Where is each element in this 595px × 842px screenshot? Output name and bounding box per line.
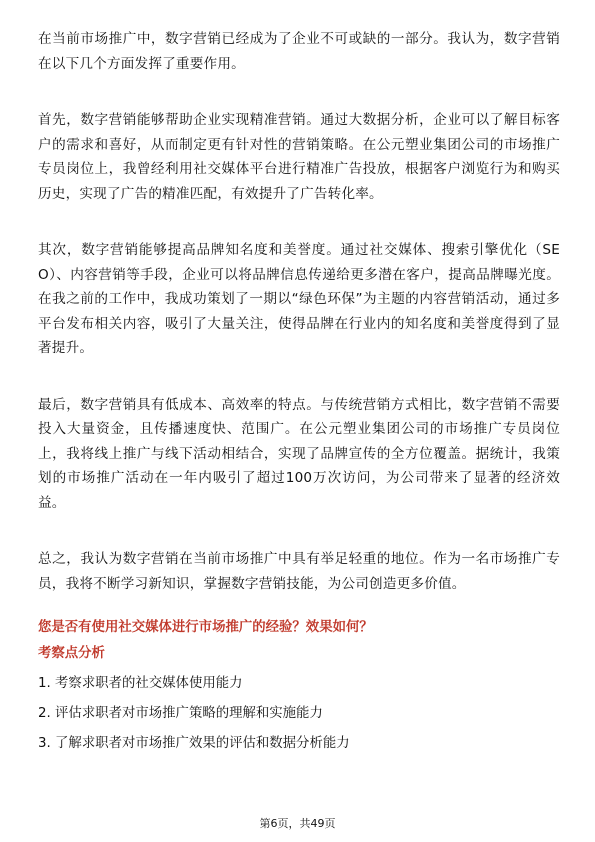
paragraph-brand-awareness: 其次，数字营销能够提高品牌知名度和美誉度。通过社交媒体、搜索引擎优化（SEO）、内容营销等手段，企业可以将品牌信息传递给更多潜在客户，提高品牌曝光度。在我之前的工作中，我成功策划了一期以“绿色环保”为主题的内容营销活动，通过多平台发布相关内容，吸引了大量关注，使得品牌在行业内的知名度和美誉度得到了显著提升。 <box>38 242 560 356</box>
analysis-point-3: 3. 了解求职者对市场推广效果的评估和数据分析能力 <box>38 736 350 751</box>
interview-question: 您是否有使用社交媒体进行市场推广的经验？效果如何？ <box>38 620 373 635</box>
paragraph-intro: 在当前市场推广中，数字营销已经成为了企业不可或缺的一部分。我认为，数字营销在以下几个方面发挥了重要作用。 <box>38 31 560 72</box>
paragraph-conclusion: 总之，我认为数字营销在当前市场推广中具有举足轻重的地位。作为一名市场推广专员，我将不断学习新知识，掌握数字营销技能，为公司创造更多价值。 <box>38 551 560 592</box>
analysis-point-2: 2. 评估求职者对市场推广策略的理解和实施能力 <box>38 706 323 721</box>
page-number: 第6页，共49页 <box>259 817 336 830</box>
paragraph-precision-marketing: 首先，数字营销能够帮助企业实现精准营销。通过大数据分析，企业可以了解目标客户的需求和喜好，从而制定更有针对性的营销策略。在公元塑业集团公司的市场推广专员岗位上，我曾经利用社交媒体平台进行精准广告投放，根据客户浏览行为和购买历史，实现了广告的精准匹配，有效提升了广告转化率。 <box>38 112 560 202</box>
analysis-heading: 考察点分析 <box>38 646 105 661</box>
analysis-point-1: 1. 考察求职者的社交媒体使用能力 <box>38 676 243 691</box>
paragraph-low-cost: 最后，数字营销具有低成本、高效率的特点。与传统营销方式相比，数字营销不需要投入大量资金，且传播速度快、范围广。在公元塑业集团公司的市场推广专员岗位上，我将线上推广与线下活动相结合，实现了品牌宣传的全方位覆盖。据统计，我策划的市场推广活动在一年内吸引了超过100万次访问，为公司带来了显著的经济效益。 <box>38 396 560 511</box>
page-content <box>38 27 560 754</box>
